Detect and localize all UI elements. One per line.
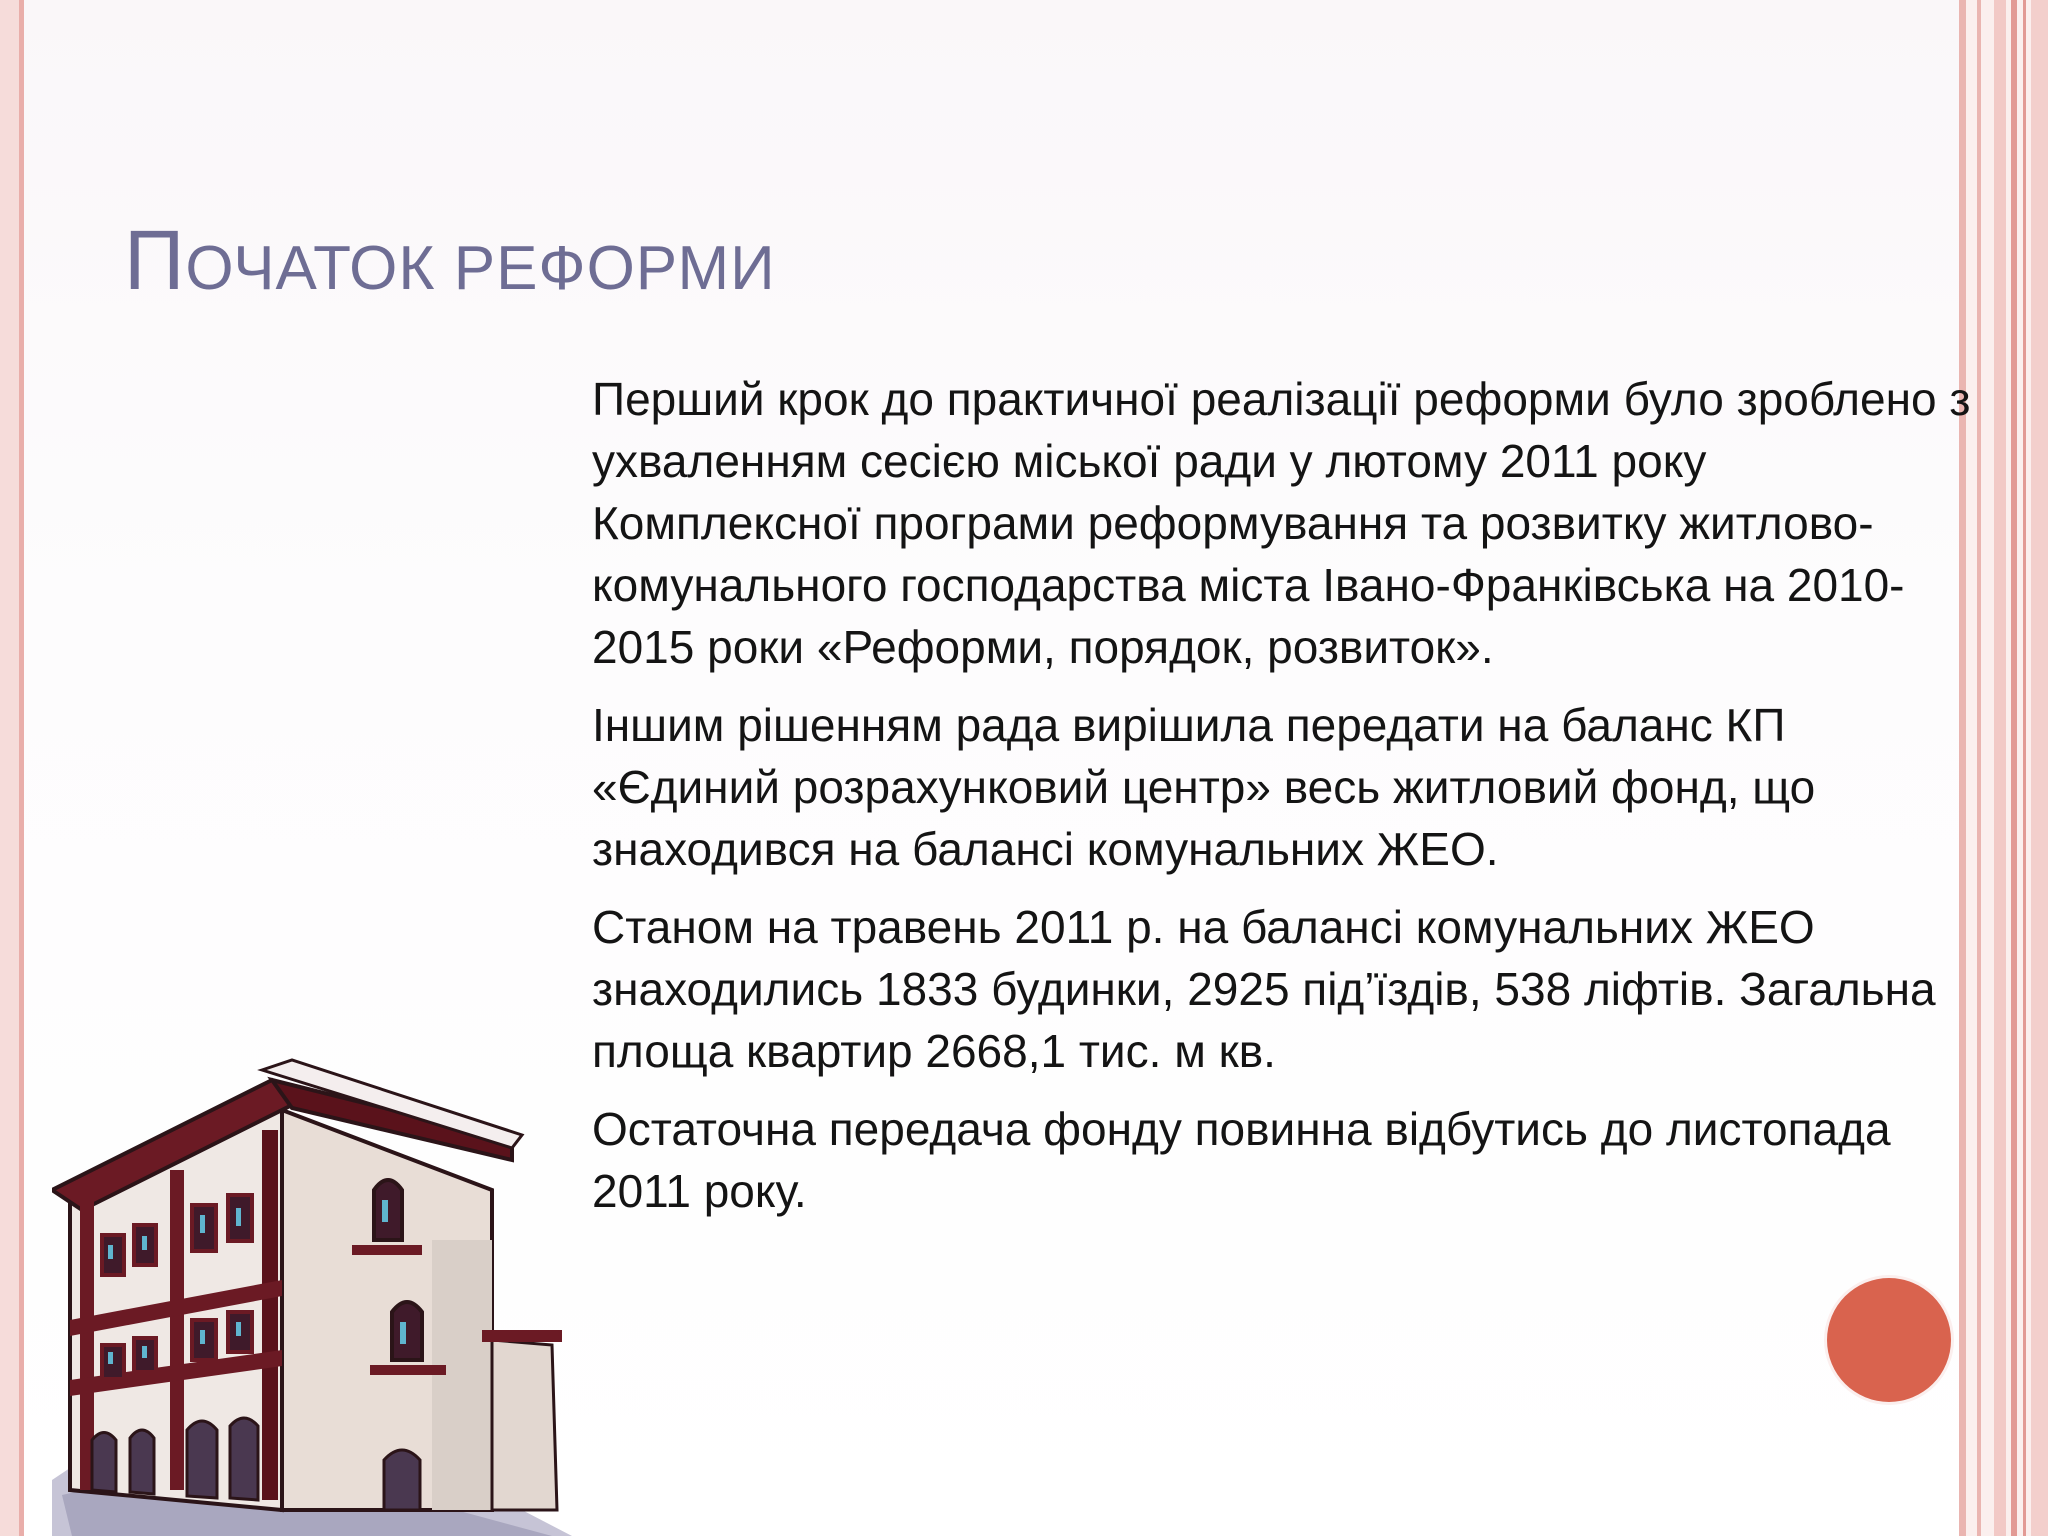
paragraph-reform-first-step: Перший крок до практичної реалізації реформи було зроблено з ухваленням сесією міської ради у лютому 2011 року Комплексної програми реформування та розвитку житлово-комунального господарства міста Івано-Франківська на 2010-2015 роки «Реформи, порядок, розвиток». <box>592 373 1971 673</box>
right-border-stripes <box>1959 0 2048 1536</box>
slide-title <box>124 212 776 309</box>
slide-body <box>592 368 1972 1238</box>
slide-title-first-letter: П <box>124 213 186 307</box>
paragraph-statistics: Станом на травень 2011 р. на балансі комунальних ЖЕО знаходились 1833 будинки, 2925 під’їздів, 538 ліфтів. Загальна площа квартир 2668,1 тис. м кв. <box>592 901 1936 1077</box>
paragraph-balance-transfer: Іншим рішенням рада вирішила передати на баланс КП «Єдиний розрахунковий центр» весь житловий фонд, що знаходився на балансі комунальних ЖЕО. <box>592 699 1816 875</box>
circle-decoration <box>1827 1278 1951 1402</box>
paragraph-deadline: Остаточна передача фонду повинна відбутись до листопада 2011 року. <box>592 1103 1891 1217</box>
left-border-line <box>19 0 24 1536</box>
building-clipart-icon <box>52 1040 572 1536</box>
slide-title-rest: ОЧАТОК РЕФОРМИ <box>185 234 776 303</box>
